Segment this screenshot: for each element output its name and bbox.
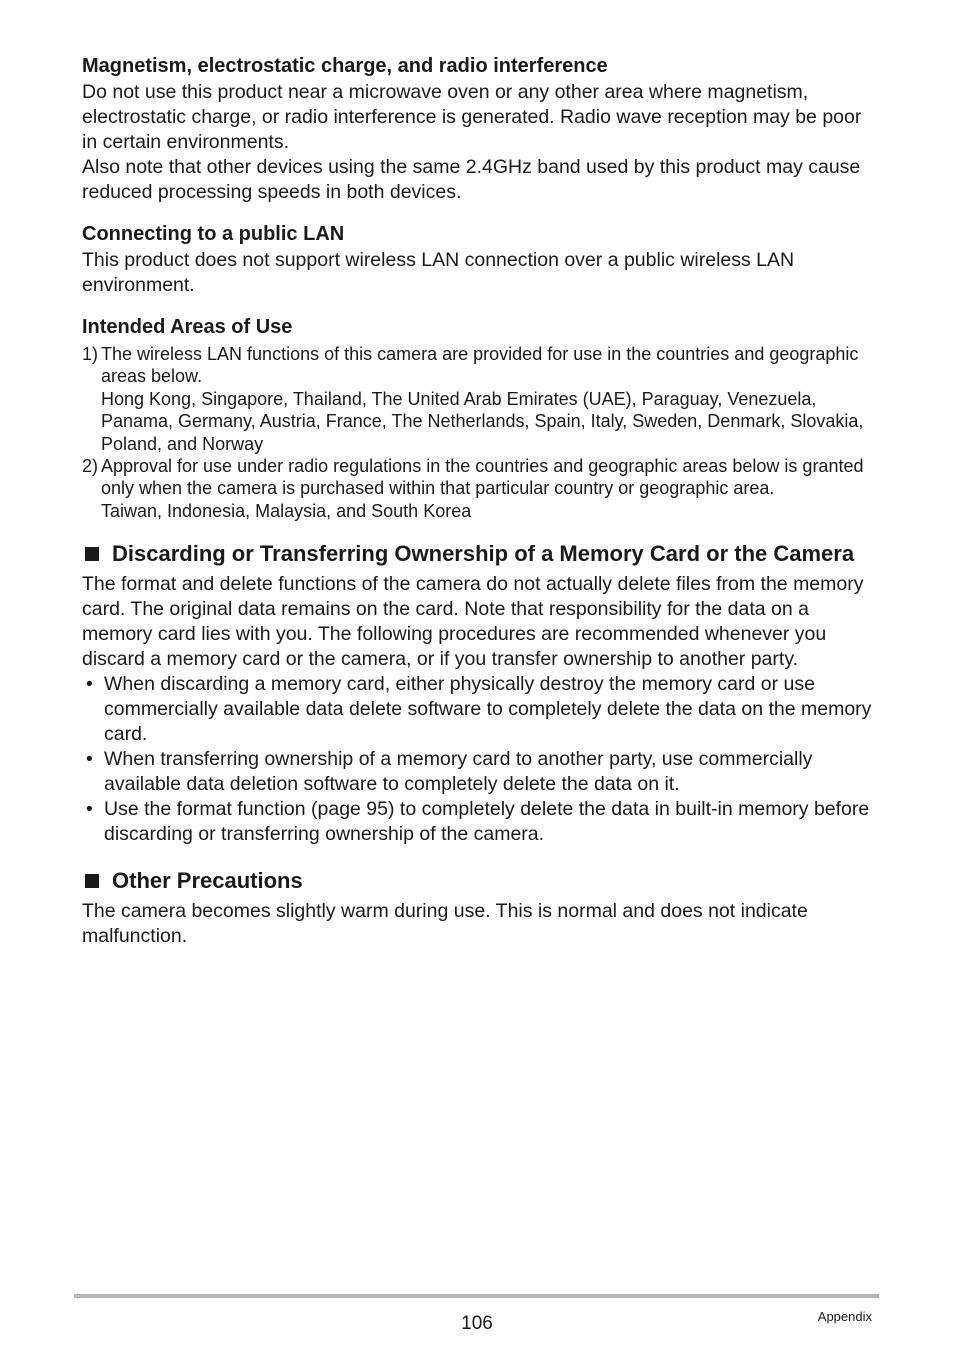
bullet-text: Use the format function (page 95) to completely delete the data in built-in memory before discarding or transferring ownership of the camera. (104, 798, 870, 846)
bullet-text: When transferring ownership of a memory card to another party, use commercially available data deletion software to completely delete the data on it. (104, 748, 813, 796)
discarding-paragraph: The format and delete functions of the camera do not actually delete files from the memory card. The original data remains on the card. Note that responsibility for the data on a memory card lies with you. The following procedures are recommended whenever you discard a memory card or the camera, or if you transfer ownership to another party. (82, 573, 864, 671)
list-item-countries: Taiwan, Indonesia, Malaysia, and South Korea (101, 500, 472, 521)
intended-areas-list (82, 343, 872, 522)
bullet-text: When discarding a memory card, either physically destroy the memory card or use commercially available data delete software to completely delete the data on the memory card. (104, 673, 872, 746)
bullet-dot-icon: • (86, 748, 93, 771)
list-item-number: 2) (82, 456, 99, 477)
list-item-countries: Hong Kong, Singapore, Thailand, The United Arab Emirates (UAE), Paraguay, Venezuela, Panama, Germany, Austria, France, The Netherlands, Spain, Italy, Sweden, Denmark, Slovakia, Poland, and Norway (101, 388, 864, 454)
discarding-bullets (82, 672, 872, 847)
footer-section-label: Appendix (817, 1309, 872, 1324)
other-precautions-heading (82, 867, 872, 895)
page-content (82, 52, 872, 949)
footer-divider (74, 1294, 879, 1298)
magnetism-heading: Magnetism, electrostatic charge, and radio interference (82, 55, 608, 77)
magnetism-paragraph-1: Do not use this product near a microwave oven or any other area where magnetism, electrostatic charge, or radio interference is generated. Radio wave reception may be poor in certain environments. (82, 81, 862, 153)
list-item (82, 797, 872, 847)
other-precautions-paragraph: The camera becomes slightly warm during use. This is normal and does not indicate malfunction. (82, 900, 808, 948)
intended-areas-heading: Intended Areas of Use (82, 316, 293, 338)
list-item-text: Approval for use under radio regulations in the countries and geographic areas below is granted only when the camera is purchased within that particular country or geographic area. (101, 456, 864, 499)
discarding-heading-text: Discarding or Transferring Ownership of a Memory Card or the Camera (112, 541, 855, 567)
bullet-dot-icon: • (86, 798, 93, 821)
page-number: 106 (461, 1313, 493, 1334)
discarding-heading (82, 540, 872, 568)
square-bullet-icon (85, 874, 99, 888)
public-lan-paragraph: This product does not support wireless LAN connection over a public wireless LAN environment. (82, 249, 795, 296)
list-item (82, 455, 872, 522)
list-item (82, 672, 872, 747)
square-bullet-icon (85, 547, 99, 561)
magnetism-paragraph-2: Also note that other devices using the same 2.4GHz band used by this product may cause reduced processing speeds in both devices. (82, 156, 861, 203)
list-item-number: 1) (82, 344, 99, 364)
list-item-text: The wireless LAN functions of this camera are provided for use in the countries and geographic areas below. (101, 344, 859, 387)
public-lan-heading: Connecting to a public LAN (82, 223, 345, 245)
bullet-dot-icon: • (86, 673, 93, 696)
other-precautions-heading-text: Other Precautions (112, 868, 303, 894)
list-item (82, 343, 872, 455)
list-item (82, 747, 872, 797)
